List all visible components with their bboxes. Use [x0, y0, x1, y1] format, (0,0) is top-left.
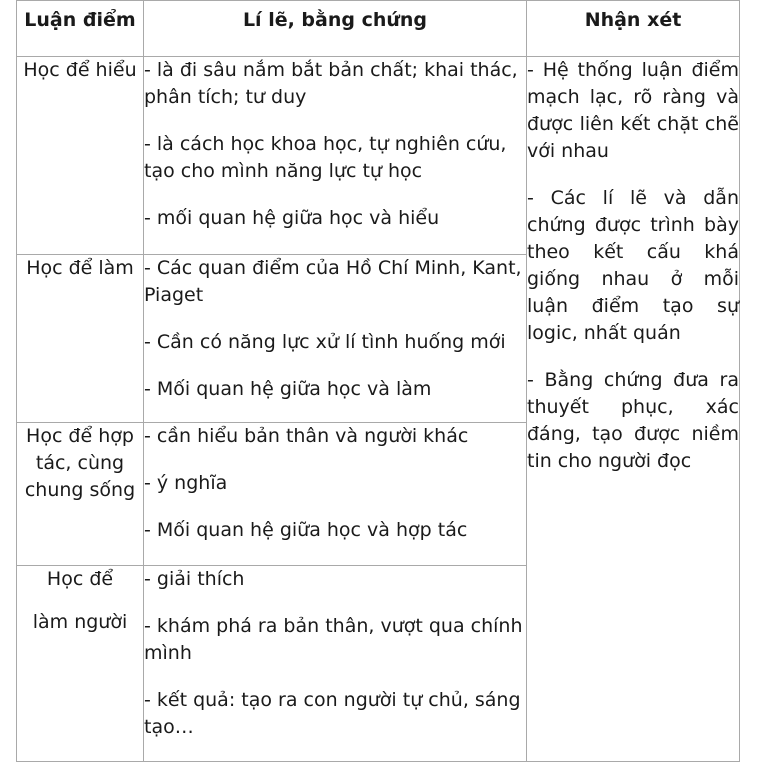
evidence-item: - giải thích — [144, 568, 245, 590]
header-evidence: Lí lẽ, bằng chứng — [242, 9, 428, 31]
point-cell — [17, 566, 144, 762]
point-cell — [17, 255, 144, 423]
analysis-table — [16, 0, 740, 762]
remark-item: - Các lí lẽ và dẫn chứng được trình bày theo kết cấu khá giống nhau ở mỗi luận điểm tạo sự logic, nhất quán — [527, 187, 739, 344]
header-row — [17, 1, 740, 57]
header-cell-point — [17, 1, 144, 57]
evidence-cell — [144, 423, 527, 566]
point-cell — [17, 423, 144, 566]
evidence-item: - cần hiểu bản thân và người khác — [144, 425, 469, 447]
remark-cell — [527, 57, 740, 762]
evidence-cell — [144, 255, 527, 423]
evidence-item: - ý nghĩa — [144, 472, 228, 494]
evidence-cell — [144, 566, 527, 762]
evidence-item: - Mối quan hệ giữa học và làm — [144, 378, 432, 400]
evidence-item: - mối quan hệ giữa học và hiểu — [144, 207, 440, 229]
evidence-item: - là cách học khoa học, tự nghiên cứu, tạo cho mình năng lực tự học — [144, 133, 507, 182]
point-cell — [17, 57, 144, 255]
remark-item: - Hệ thống luận điểm mạch lạc, rõ ràng và được liên kết chặt chẽ với nhau — [527, 59, 739, 162]
point-text: Học để hiểu — [23, 59, 137, 81]
point-text: Học để — [46, 568, 114, 590]
evidence-item: - Các quan điểm của Hồ Chí Minh, Kant, Piaget — [144, 257, 522, 306]
evidence-cell — [144, 57, 527, 255]
remark-item: - Bằng chứng đưa ra thuyết phục, xác đáng, tạo được niềm tin cho người đọc — [527, 369, 739, 472]
point-text: Học để hợp tác, cùng chung sống — [24, 425, 136, 501]
evidence-item: - kết quả: tạo ra con người tự chủ, sáng tạo… — [144, 689, 521, 738]
point-text: làm người — [32, 611, 128, 633]
table-row — [17, 57, 740, 255]
header-remark: Nhận xét — [584, 9, 682, 31]
evidence-item: - khám phá ra bản thân, vượt qua chính mình — [144, 615, 523, 664]
header-point: Luận điểm — [24, 9, 136, 31]
header-cell-evidence — [144, 1, 527, 57]
point-text: Học để làm — [26, 257, 134, 279]
evidence-item: - Mối quan hệ giữa học và hợp tác — [144, 519, 468, 541]
evidence-item: - là đi sâu nắm bắt bản chất; khai thác, phân tích; tư duy — [144, 59, 518, 108]
header-cell-remark — [527, 1, 740, 57]
evidence-item: - Cần có năng lực xử lí tình huống mới — [144, 331, 506, 353]
